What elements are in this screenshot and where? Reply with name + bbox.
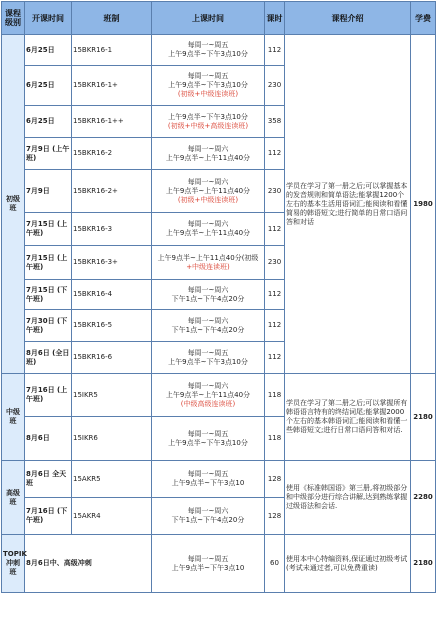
topik-start-code: 8月6日中、高级冲刺 bbox=[25, 535, 152, 593]
class-time bbox=[152, 138, 265, 170]
start-date: 7月30日 (下午班) bbox=[25, 310, 72, 342]
start-date: 8月6日 全天班 bbox=[25, 461, 72, 498]
start-date: 7月15日 (上午班) bbox=[25, 213, 72, 246]
class-time bbox=[152, 374, 265, 417]
class-code: 15AKR4 bbox=[72, 498, 152, 535]
class-hours: 230 bbox=[265, 170, 285, 213]
class-code: 15BKR16-5 bbox=[72, 310, 152, 342]
class-hours: 358 bbox=[265, 106, 285, 138]
class-hours: 112 bbox=[265, 310, 285, 342]
time-line: 每周一~周六 bbox=[187, 507, 229, 515]
start-date: 6月25日 bbox=[25, 106, 72, 138]
class-hours: 112 bbox=[265, 342, 285, 374]
start-date: 7月9日 bbox=[25, 170, 72, 213]
table-row bbox=[2, 35, 436, 66]
time-line: (初级+中级连读班) bbox=[177, 90, 239, 98]
class-hours: 60 bbox=[265, 535, 285, 593]
class-hours: 112 bbox=[265, 213, 285, 246]
start-date: 7月16日 (下午班) bbox=[25, 498, 72, 535]
class-time bbox=[152, 35, 265, 66]
class-hours: 118 bbox=[265, 374, 285, 417]
class-hours: 128 bbox=[265, 498, 285, 535]
time-line: 上午9点半~下午3点10 bbox=[171, 563, 245, 572]
class-time bbox=[152, 461, 265, 498]
time-line: 每周一~周六 bbox=[187, 285, 229, 294]
class-code: 15AKR5 bbox=[72, 461, 152, 498]
class-time bbox=[152, 106, 265, 138]
fee-beginner: 1980 bbox=[411, 35, 436, 374]
time-line: 下午1点~下午4点20分 bbox=[171, 325, 245, 334]
class-hours: 112 bbox=[265, 35, 285, 66]
class-code: 15BKR16-3+ bbox=[72, 246, 152, 280]
class-hours: 230 bbox=[265, 246, 285, 280]
time-line: (初级+中级连读班) bbox=[177, 195, 239, 204]
class-time bbox=[152, 213, 265, 246]
class-hours: 128 bbox=[265, 461, 285, 498]
class-time bbox=[152, 417, 265, 461]
desc-beginner: 学员在学习了第一册之后;可以掌握基本的发音规则和简单语法;能掌握1200个左右的基本生活用语词汇;能阅读和看懂简易的韩语短文;进行简单的日常口语问答和对话 bbox=[285, 35, 411, 374]
time-line: 上午9点半~下午3点10分 bbox=[168, 438, 248, 447]
header-level: 课程级别 bbox=[2, 2, 25, 35]
class-time bbox=[152, 246, 265, 280]
header-fee: 学费 bbox=[411, 2, 436, 35]
desc-topik: 使用本中心特编资料,保证通过初级考试(考试未通过者,可以免费重读) bbox=[285, 535, 411, 593]
class-time bbox=[152, 66, 265, 106]
class-code: 15BKR16-4 bbox=[72, 280, 152, 310]
time-line: +中级连读班) bbox=[186, 262, 230, 271]
header-desc: 课程介绍 bbox=[285, 2, 411, 35]
class-hours: 118 bbox=[265, 417, 285, 461]
class-code: 15BKR16-2 bbox=[72, 138, 152, 170]
header-time: 上课时间 bbox=[152, 2, 265, 35]
time-line: 每周一~周六 bbox=[187, 220, 229, 228]
class-time bbox=[152, 342, 265, 374]
time-line: 每周一~周五 bbox=[187, 72, 229, 80]
time-line: 每周一~周六 bbox=[187, 316, 229, 325]
table-row bbox=[2, 374, 436, 417]
start-date: 7月16日 (上午班) bbox=[25, 374, 72, 417]
header-start: 开课时间 bbox=[25, 2, 72, 35]
time-line: 每周一~周五 bbox=[187, 41, 229, 49]
fee-advanced: 2280 bbox=[411, 461, 436, 535]
time-line: 上午9点半~下午3点10分 bbox=[168, 50, 248, 58]
class-code: 15BKR16-1+ bbox=[72, 66, 152, 106]
time-line: 每周一~周五 bbox=[187, 470, 229, 478]
class-code: 15BKR16-6 bbox=[72, 342, 152, 374]
time-line: 上午9点半~下午3点10 bbox=[171, 479, 245, 487]
time-line: 上午9点半~上午11点40分 bbox=[165, 153, 251, 162]
class-time bbox=[152, 280, 265, 310]
desc-advanced: 使用《标准韩国语》第三册,将初级部分和中级部分进行综合讲解,达到熟练掌握过级语法和会话. bbox=[285, 461, 411, 535]
start-date: 6月25日 bbox=[25, 66, 72, 106]
start-date: 8月6日 (全日班) bbox=[25, 342, 72, 374]
time-line: 上午9点半~下午3点10分 bbox=[168, 357, 248, 366]
level-advanced: 高级班 bbox=[2, 461, 25, 535]
time-line: 每周一~周五 bbox=[187, 348, 229, 357]
time-line: 每周一~周六 bbox=[187, 144, 229, 153]
fee-topik: 2180 bbox=[411, 535, 436, 593]
time-line: 下午1点~下午4点20分 bbox=[171, 516, 245, 524]
class-code: 15BKR16-1++ bbox=[72, 106, 152, 138]
class-time bbox=[152, 535, 265, 593]
time-line: 每周一~周六 bbox=[187, 177, 229, 186]
time-line: (中级高级连读班) bbox=[180, 399, 236, 408]
time-line: 上午9点半~上午11点40分 bbox=[165, 186, 251, 195]
time-line: (初级+中级+高级连读班) bbox=[167, 121, 249, 130]
class-hours: 230 bbox=[265, 66, 285, 106]
time-line: 上午9点半~下午3点10分 bbox=[168, 112, 248, 121]
fee-intermediate: 2180 bbox=[411, 374, 436, 461]
class-code: 15BKR16-2+ bbox=[72, 170, 152, 213]
class-code: 15IKR5 bbox=[72, 374, 152, 417]
time-line: 上午9点半~上午11点40分 bbox=[165, 229, 251, 237]
class-hours: 112 bbox=[265, 138, 285, 170]
class-schedule-table bbox=[1, 1, 436, 593]
header-row bbox=[2, 2, 436, 35]
class-time bbox=[152, 498, 265, 535]
start-date: 6月25日 bbox=[25, 35, 72, 66]
level-topik: TOPIK冲刺班 bbox=[2, 535, 25, 593]
table-row bbox=[2, 461, 436, 498]
time-line: 每周一~周五 bbox=[187, 554, 229, 563]
time-line: 下午1点~下午4点20分 bbox=[171, 294, 245, 303]
time-line: 每周一~周五 bbox=[187, 429, 229, 438]
desc-intermediate: 学员在学习了第二册之后;可以掌握所有韩语语言特有的终结词尾;能掌握2000个左右的基本韩语词汇;能阅读和看懂一些韩语短文;进行日常口语问答和对话. bbox=[285, 374, 411, 461]
class-time bbox=[152, 310, 265, 342]
header-code: 班制 bbox=[72, 2, 152, 35]
class-time bbox=[152, 170, 265, 213]
level-intermediate: 中级班 bbox=[2, 374, 25, 461]
start-date: 8月6日 bbox=[25, 417, 72, 461]
header-hours: 课时 bbox=[265, 2, 285, 35]
class-code: 15BKR16-1 bbox=[72, 35, 152, 66]
class-code: 15BKR16-3 bbox=[72, 213, 152, 246]
start-date: 7月15日 (下午班) bbox=[25, 280, 72, 310]
start-date: 7月15日 (上午班) bbox=[25, 246, 72, 280]
class-hours: 112 bbox=[265, 280, 285, 310]
time-line: 每周一~周六 bbox=[187, 381, 229, 390]
time-line: 上午9点半~下午3点10分 bbox=[168, 81, 248, 89]
start-date: 7月9日 (上午班) bbox=[25, 138, 72, 170]
class-code: 15IKR6 bbox=[72, 417, 152, 461]
time-line: 上午9点半~上午11点40分 bbox=[165, 390, 251, 399]
level-beginner: 初级班 bbox=[2, 35, 25, 374]
table-row bbox=[2, 535, 436, 593]
time-line: 上午9点半~上午11点40分(初级 bbox=[157, 253, 259, 262]
